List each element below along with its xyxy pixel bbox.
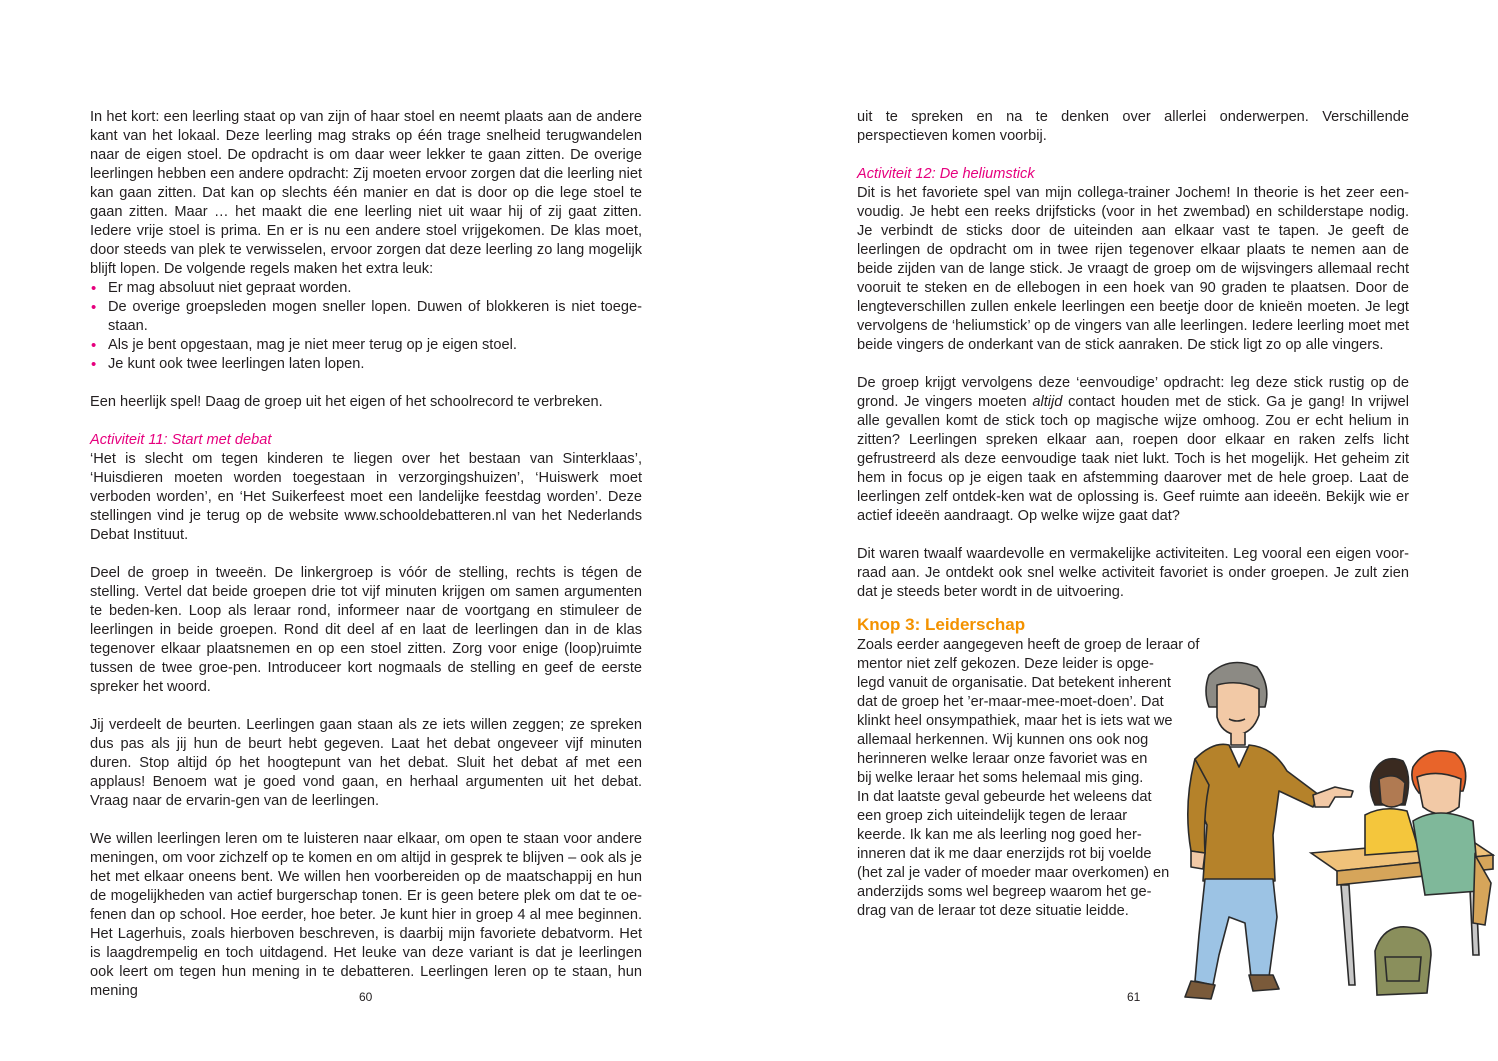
list-item: • Er mag absoluut niet gepraat worden. [91,280,352,297]
intro-paragraph: In het kort: een leerling staat op van zijn of haar stoel en neemt plaats aan de andere kant van het lokaal. Deze leerling mag straks op één trage snelheid terugwandelen naar de eigen stoel. De opdracht is om daar weer lekker te gaan zitten. De overige leerlingen hebben een andere opdracht: Zij moeten ervoor zorgen dat die leerling niet kan gaan zitten. Dat kan op slechts één manier en dat is door op die lege stoel te gaan zitten. Maar … het maakt die ene leerling niet uit waar hij of zij gaat zitten. Iedere vrije stoel is prima. En er is nu een andere stoel vrijgekomen. De klas moet, door steeds van plek te verwisselen, ervoor zorgen dat deze leerling zo lang mogelijk blijft lopen. De volgende regels maken het extra leuk: [90,109,642,277]
continuation-paragraph: uit te spreken en na te denken over allerlei onderwerpen. Verschillende perspectieven komen voorbij. [857,109,1409,144]
knop-3-line: mentor niet zelf gekozen. Deze leider is opge- [857,656,1154,672]
activity-12-title: Activiteit 12: De heliumstick [857,166,1035,182]
page-number-left: 60 [359,990,373,1004]
knop-3-line: Zoals eerder aangegeven heeft de groep de leraar of [857,637,1200,653]
activity-12-paragraph-2: De groep krijgt vervolgens deze ‘eenvoudige’ opdracht: leg deze stick rustig op de grond. Je vingers moeten altijd contact houden met de stick. Ga je gang! In vrijwel alle gevallen komt de stick toch op magische wijze omhoog. Zou er echt helium in zitten? Leerlingen spreken elkaar aan, roepen door elkaar en raken zelfs licht gefrustreerd als deze eenvoudige taak niet lukt. Toch is het mogelijk. Het geheim zit hem in focus op je eigen taak en afstemming daarover met de hele groep. Laat de leerlingen zelf ontdek-ken wat de oplossing is. Geef ruimte aan ideeën. Bekijk wie er actief ideeën aandraagt. Op welke wijze gaat dat? [857,375,1410,524]
emphasis-altijd: altijd [1032,394,1063,410]
bullet-icon: • [91,356,97,373]
list-item: • Als je bent opgestaan, mag je niet meer terug op je eigen stoel. [91,337,517,354]
pupil-girl-figure [1365,759,1419,855]
page-number-right: 61 [1127,990,1141,1004]
knop-3-line: een groep zich uiteindelijk tegen de leraar [857,808,1128,824]
list-item: • Je kunt ook twee leerlingen laten lopen. [91,356,365,373]
knop-3-line: herinneren welke leraar onze favoriet was en [857,751,1148,767]
knop-3-line: inneren dat ik me daar enerzijds rot bij voelde [857,846,1152,862]
knop-3-section [857,614,1217,921]
list-item: • De overige groepsleden mogen sneller lopen. Duwen of blokkeren is niet toege-staan. [91,299,642,334]
teacher-pupils-illustration [1169,655,1495,1000]
knop-3-line: legd vanuit de organisatie. Dat betekent inherent [857,675,1171,691]
knop-3-line: bij welke leraar het soms helemaal mis ging. [857,770,1144,786]
knop-3-line: klinkt heel onsympathiek, maar het is iets wat we [857,713,1173,729]
knop-3-line: dat de groep het ’er-maar-mee-moet-doen’. Dat [857,694,1164,710]
activity-11-paragraph-4: We willen leerlingen leren om te luisteren naar elkaar, om open te staan voor andere meningen, om voor zichzelf op te komen en om altijd in gesprek te blijven – ook als je het met elkaar oneens bent. We willen hen voorbereiden op de maatschappij en hun de mogelijkheden van actief burgerschap tonen. Er is geen betere plek om dat te oe-fenen dan op school. Hoe eerder, hoe beter. Je kunt hier in groep 4 al mee beginnen. Het Lagerhuis, zoals hierboven beschreven, is daarbij mijn favoriete debatvorm. Het is laagdrempelig en toch uitdagend. Het leuke van deze variant is dat je leerlingen ook leert om tegen hun mening in te debatteren. Leerlingen leren op te staan, hun mening [90,831,642,999]
activity-11-paragraph-2: Deel de groep in tweeën. De linkergroep is vóór de stelling, rechts is tégen de stelling. Vertel dat beide groepen drie tot vijf minuten krijgen om samen argumenten te beden-ken. Loop als leraar rond, informeer naar de voortgang en stimuleer de leerlingen in beide groepen. Rond dit deel af en laat de leerlingen dan in de klas tegenover elkaar plaatsnemen en op een stoel zitten. Zorg voor enige (loop)ruimte tussen de twee groe-pen. Introduceer kort nogmaals de stelling en geef de eerste spreker het woord. [90,565,642,695]
right-text-column [857,108,1409,602]
activity-11-paragraph-3: Jij verdeelt de beurten. Leerlingen gaan staan als ze iets willen zeggen; ze spreken dus pas als jij hun de beurt hebt gegeven. Laat het debat ongeveer vijf minuten duren. Stop altijd óp het hoogtepunt van het debat. Sluit het debat af met een applaus! Benoem wat je goed vond gaan, en herhaal argumenten uit het debat. Vraag naar de ervarin-gen van de leerlingen. [90,717,642,809]
knop-3-line: anderzijds soms wel begreep waarom het ge- [857,884,1152,900]
closing-paragraph: Een heerlijk spel! Daag de groep uit het eigen of het schoolrecord te verbreken. [90,394,603,410]
knop-3-line: (het zal je vader of moeder maar overkomen) en [857,865,1170,881]
knop-3-line: In dat laatste geval gebeurde het weleens dat [857,789,1152,805]
activity-11-title: Activiteit 11: Start met debat [90,432,272,448]
rules-list [90,279,642,374]
bullet-icon: • [91,299,97,316]
bullet-icon: • [91,337,97,354]
knop-3-title: Knop 3: Leiderschap [857,615,1026,634]
pupil-boy-figure [1412,751,1491,925]
activity-12-paragraph-1: Dit is het favoriete spel van mijn collega-trainer Jochem! In theorie is het zeer een-voudig. Je hebt een reeks drijfsticks (voor in het zwembad) en schilderstape nodig. Je verbindt de sticks door de uiteinden aan elkaar vast te tapen. Je geeft de leerlingen de opdracht om in twee rijen tegenover elkaar plaats te nemen aan de beide zijden van de lange stick. Je vraagt de groep om de wijsvingers allemaal recht vooruit te steken en de ellebogen in een hoek van 90 graden te plaatsen. Door de lengteverschillen zullen enkele leerlingen een beetje door de knieën moeten. Je legt vervolgens de ‘heliumstick’ op de vingers van alle leerlingen. Iedere leerling moet met beide vingers de onderkant van de stick aanraken. De stick ligt zo op alle vingers. [857,185,1409,353]
right-page [749,0,1498,1061]
knop-3-line: keerde. Ik kan me als leerling nog goed her- [857,827,1142,843]
bullet-icon: • [91,280,97,297]
left-text-column [90,108,642,1001]
knop-3-line: allemaal herkennen. Wij kunnen ons ook nog [857,732,1149,748]
activity-11-paragraph-1: ‘Het is slecht om tegen kinderen te liegen over het bestaan van Sinterklaas’, ‘Huisdieren moeten worden toegestaan in verzorgingshuizen’, ‘Huiswerk moet verboden worden’, en ‘Het Suikerfeest moet een landelijke feestdag worden’. Deze stellingen vind je terug op de website www.schooldebatteren.nl van het Nederlands Debat Instituut. [90,451,642,543]
activity-12-paragraph-3: Dit waren twaalf waardevolle en vermakelijke activiteiten. Leg vooral een eigen voor-raad aan. Je ontdekt ook snel welke activiteit favoriet is onder groepen. Je zult zien dat je steeds beter wordt in de uitvoering. [857,546,1409,600]
teacher-figure [1185,663,1353,1000]
knop-3-line: drag van de leraar tot deze situatie leidde. [857,903,1129,919]
